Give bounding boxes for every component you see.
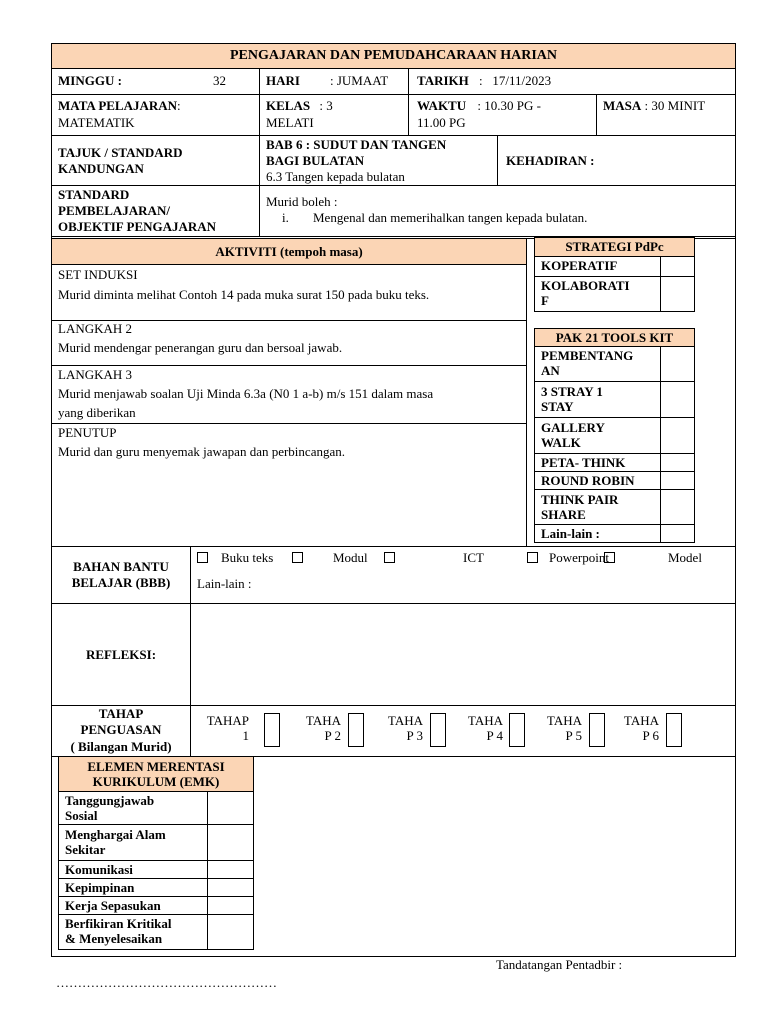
tajuk-bab[interactable]: BAB 6 : SUDUT DAN TANGEN — [266, 137, 447, 152]
bbb-label: BAHAN BANTU — [73, 559, 169, 574]
hari-label: HARI — [266, 73, 300, 88]
activity-title: PENUTUP — [58, 425, 117, 440]
tahap-1-label: TAHAP 1 — [206, 713, 249, 743]
standard-label-line3: OBJEKTIF PENGAJARAN — [58, 219, 217, 234]
tarikh-label: TARIKH — [417, 73, 469, 88]
pak21-check-peta-think[interactable] — [660, 453, 695, 472]
activity-title: LANGKAH 3 — [58, 367, 133, 382]
modul-checkbox-before[interactable] — [292, 552, 303, 563]
tahap-label-line3: ( Bilangan Murid) — [70, 739, 172, 754]
kelas-label: KELAS — [266, 98, 311, 113]
tahap-5-box[interactable] — [589, 713, 605, 747]
activity-text[interactable]: Murid menjawab soalan Uji Minda 6.3a (N0 1 a-b) m/s 151 dalam masa — [58, 386, 434, 401]
tahap-1-box[interactable] — [264, 713, 280, 747]
emk-item-kepimpinan: Kepimpinan — [58, 878, 208, 897]
emk-check-tanggungjawab-sosial[interactable] — [207, 791, 254, 825]
emk-item-tanggungjawab-sosial: Tanggungjawab Sosial — [58, 791, 208, 825]
modul-checkbox[interactable] — [384, 552, 395, 563]
waktu-label: WAKTU — [417, 98, 467, 113]
mata-pelajaran-colon: : — [177, 98, 181, 113]
tahap-label: TAHAP — [98, 706, 144, 721]
kelas-cell — [259, 94, 409, 136]
tahap-3-box[interactable] — [430, 713, 446, 747]
mata-pelajaran-label: MATA PELAJARAN — [58, 98, 178, 113]
standard-value-cell — [259, 185, 736, 237]
model-label: Model — [668, 550, 702, 565]
standard-label-cell — [51, 185, 260, 237]
tahap-3-label: TAHA P 3 — [387, 713, 423, 743]
tahap-4-box[interactable] — [509, 713, 525, 747]
tajuk-label-cell — [51, 135, 260, 186]
pak21-check-pembentangan[interactable] — [660, 346, 695, 382]
standard-label: STANDARD — [58, 187, 130, 202]
pak21-item-pembentangan: PEMBENTANG AN — [534, 346, 661, 382]
minggu-value[interactable]: 32 — [213, 73, 226, 88]
tajuk-bab-line2[interactable]: BAGI BULATAN — [266, 153, 365, 168]
emk-check-kerja-sepasukan[interactable] — [207, 896, 254, 915]
pak21-item-3-stray-1-stay: 3 STRAY 1 STAY — [534, 381, 661, 418]
tahap-6-label: TAHA P 6 — [623, 713, 659, 743]
activity-text[interactable]: Murid mendengar penerangan guru dan bersoal jawab. — [58, 340, 343, 355]
tajuk-subtopic[interactable]: 6.3 Tangen kepada bulatan — [266, 169, 405, 184]
activity-title: LANGKAH 2 — [58, 321, 133, 336]
strategi-check-koperatif[interactable] — [660, 256, 695, 277]
strategi-check-kolaboratif[interactable] — [660, 276, 695, 312]
mata-pelajaran-value[interactable]: MATEMATIK — [58, 115, 135, 130]
pak21-check-lain-lain[interactable] — [660, 524, 695, 543]
kehadiran-cell — [497, 135, 736, 186]
hari-value[interactable]: : JUMAAT — [330, 73, 389, 88]
activity-text-line2[interactable]: yang diberikan — [58, 405, 136, 420]
tahap-levels-cell — [190, 705, 736, 757]
activity-title: SET INDUKSI — [58, 267, 138, 282]
masa-cell — [596, 94, 736, 136]
emk-header: ELEMEN MERENTASI KURIKULUM (EMK) — [58, 756, 254, 792]
tahap-2-box[interactable] — [348, 713, 364, 747]
refleksi-label: REFLEKSI: — [85, 647, 157, 662]
tahap-6-box[interactable] — [666, 713, 682, 747]
waktu-value-line2[interactable]: 11.00 PG — [417, 115, 466, 130]
tahap-2-label: TAHA P 2 — [305, 713, 341, 743]
strategi-header: STRATEGI PdPc — [534, 237, 695, 257]
pak21-item-round-robin: ROUND ROBIN — [534, 471, 661, 490]
emk-item-berfikiran-kritikal: Berfikiran Kritikal & Menyelesaikan — [58, 914, 208, 950]
pak21-item-think-pair-share: THINK PAIR SHARE — [534, 489, 661, 525]
bbb-label-line2: BELAJAR (BBB) — [71, 575, 171, 590]
tarikh-value[interactable]: : 17/11/2023 — [479, 73, 552, 88]
strategi-item-kolaboratif: KOLABORATI F — [534, 276, 661, 312]
mata-pelajaran-cell — [51, 94, 260, 136]
emk-check-kepimpinan[interactable] — [207, 878, 254, 897]
tajuk-value-cell — [259, 135, 498, 186]
emk-item-komunikasi: Komunikasi — [58, 860, 208, 879]
powerpoint-checkbox[interactable] — [604, 552, 615, 563]
waktu-value[interactable]: : 10.30 PG - — [477, 98, 541, 113]
pak21-item-lain-lain: Lain-lain : — [534, 524, 661, 543]
tahap-5-label: TAHA P 5 — [546, 713, 582, 743]
tahap-label-line2: PENGUASAN — [80, 722, 162, 737]
pak21-check-think-pair-share[interactable] — [660, 489, 695, 525]
waktu-cell — [408, 94, 597, 136]
tajuk-label: TAJUK / STANDARD — [58, 145, 183, 160]
ict-label: ICT — [463, 550, 484, 565]
aktiviti-langkah-3[interactable] — [51, 365, 527, 424]
page-title: PENGAJARAN DAN PEMUDAHCARAAN HARIAN — [51, 43, 736, 69]
aktiviti-penutup[interactable] — [51, 423, 527, 547]
tahap-4-label: TAHA P 4 — [467, 713, 503, 743]
kehadiran-label: KEHADIRAN : — [506, 153, 595, 168]
emk-item-menghargai-alam-sekitar: Menghargai Alam Sekitar — [58, 824, 208, 861]
tajuk-label-line2: KANDUNGAN — [58, 161, 144, 176]
pak21-check-3-stray-1-stay[interactable] — [660, 381, 695, 418]
strategi-item-koperatif: KOPERATIF — [534, 256, 661, 277]
kelas-value-line2[interactable]: MELATI — [266, 115, 314, 130]
minggu-cell — [51, 68, 260, 95]
masa-value[interactable]: : 30 MINIT — [644, 98, 706, 113]
objective-item-text[interactable]: Mengenal dan memerihalkan tangen kepada bulatan. — [313, 210, 588, 225]
masa-label: MASA — [603, 98, 642, 113]
emk-item-kerja-sepasukan: Kerja Sepasukan — [58, 896, 208, 915]
aktiviti-header: AKTIVITI (tempoh masa) — [51, 238, 527, 265]
modul-label: Modul — [333, 550, 368, 565]
pak21-check-round-robin[interactable] — [660, 471, 695, 490]
emk-check-komunikasi[interactable] — [207, 860, 254, 879]
powerpoint-label: Powerpoint — [549, 550, 609, 565]
signature-line[interactable]: …………………………………………… — [56, 975, 277, 990]
aktiviti-langkah-2[interactable] — [51, 320, 527, 366]
tahap-label-cell — [51, 705, 191, 757]
signature-label: Tandatangan Pentadbir : — [496, 957, 623, 972]
refleksi-input-cell[interactable] — [190, 603, 736, 706]
objective-intro[interactable]: Murid boleh : — [266, 194, 338, 209]
buku-teks-label: Buku teks — [221, 550, 274, 565]
refleksi-label-cell — [51, 603, 191, 706]
tarikh-cell — [408, 68, 736, 95]
activity-text[interactable]: Murid dan guru menyemak jawapan dan perbincangan. — [58, 444, 345, 459]
emk-check-menghargai-alam-sekitar[interactable] — [207, 824, 254, 861]
pak21-item-peta-think: PETA- THINK — [534, 453, 661, 472]
bbb-options-cell — [190, 546, 736, 604]
standard-label-line2: PEMBELAJARAN/ — [58, 203, 170, 218]
minggu-label: MINGGU : — [58, 73, 122, 88]
kelas-value[interactable]: : 3 — [319, 98, 333, 113]
activity-text[interactable]: Murid diminta melihat Contoh 14 pada muka surat 150 pada buku teks. — [58, 287, 430, 302]
aktiviti-set-induksi[interactable] — [51, 264, 527, 321]
pak21-check-gallery-walk[interactable] — [660, 417, 695, 454]
buku-teks-checkbox[interactable] — [197, 552, 208, 563]
bbb-lain-lain[interactable]: Lain-lain : — [197, 576, 252, 591]
hari-cell — [259, 68, 409, 95]
emk-check-berfikiran-kritikal[interactable] — [207, 914, 254, 950]
bbb-label-cell — [51, 546, 191, 604]
pak21-item-gallery-walk: GALLERY WALK — [534, 417, 661, 454]
ict-checkbox[interactable] — [527, 552, 538, 563]
objective-item-number: i. — [282, 210, 289, 225]
pak21-header: PAK 21 TOOLS KIT — [534, 328, 695, 347]
